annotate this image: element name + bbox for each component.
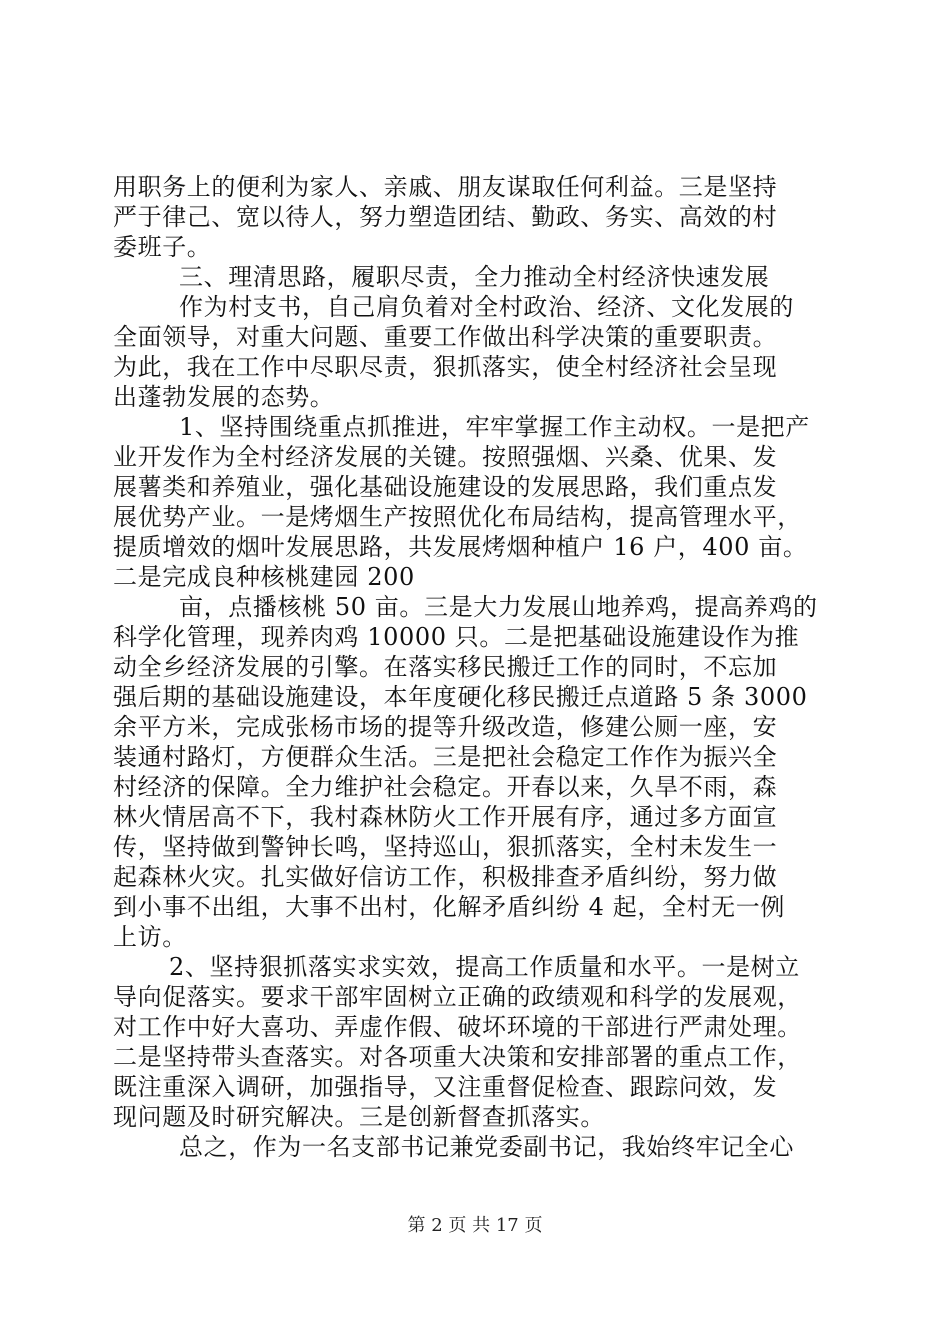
text-line: 村经济的保障。全力维护社会稳定。开春以来，久旱不雨，森 <box>113 773 778 801</box>
text-line: 提质增效的烟叶发展思路，共发展烤烟种植户 16 户，400 亩。 <box>113 533 808 561</box>
text-line: 二是坚持带头查落实。对各项重大决策和安排部署的重点工作， <box>113 1043 802 1071</box>
text-line: 动全乡经济发展的引擎。在落实移民搬迁工作的同时，不忘加 <box>113 653 778 681</box>
text-line: 业开发作为全村经济发展的关键。按照强烟、兴桑、优果、发 <box>113 443 778 471</box>
text-line: 为此，我在工作中尽职尽责，狠抓落实，使全村经济社会呈现 <box>113 353 778 381</box>
text-line: 亩，点播核桃 50 亩。三是大力发展山地养鸡，提高养鸡的 <box>179 593 818 621</box>
text-line: 起森林火灾。扎实做好信访工作，积极排查矛盾纠纷，努力做 <box>113 863 778 891</box>
text-line: 作为村支书，自己肩负着对全村政治、经济、文化发展的 <box>179 293 794 321</box>
text-line: 林火情居高不下，我村森林防火工作开展有序，通过多方面宣 <box>113 803 778 831</box>
text-line: 到小事不出组，大事不出村，化解矛盾纠纷 4 起，全村无一例 <box>113 893 785 921</box>
document-body <box>113 172 843 1162</box>
text-line: 二是完成良种核桃建园 200 <box>113 563 415 591</box>
page-number-footer: 第 2 页 共 17 页 <box>407 1215 543 1236</box>
text-line: 1、坚持围绕重点抓推进，牢牢掌握工作主动权。一是把产 <box>179 413 810 441</box>
text-line: 科学化管理，现养肉鸡 10000 只。二是把基础设施建设作为推 <box>113 623 800 651</box>
text-line: 对工作中好大喜功、弄虚作假、破坏环境的干部进行严肃处理。 <box>113 1013 802 1041</box>
text-line: 严于律己、宽以待人，努力塑造团结、勤政、务实、高效的村 <box>113 203 778 231</box>
text-line: 上访。 <box>113 923 187 951</box>
text-line: 全面领导，对重大问题、重要工作做出科学决策的重要职责。 <box>113 323 778 351</box>
text-line: 现问题及时研究解决。三是创新督查抓落实。 <box>113 1103 605 1131</box>
text-line: 总之，作为一名支部书记兼党委副书记，我始终牢记全心 <box>179 1133 794 1161</box>
text-line: 既注重深入调研，加强指导，又注重督促检查、跟踪问效，发 <box>113 1073 778 1101</box>
text-line: 余平方米，完成张杨市场的提等升级改造，修建公厕一座，安 <box>113 713 778 741</box>
text-line: 委班子。 <box>113 233 212 261</box>
section-heading: 三、理清思路，履职尽责，全力推动全村经济快速发展 <box>179 263 770 291</box>
text-line: 用职务上的便利为家人、亲戚、朋友谋取任何利益。三是坚持 <box>113 173 778 201</box>
text-line: 强后期的基础设施建设，本年度硬化移民搬迁点道路 5 条 3000 <box>113 683 808 711</box>
text-line: 导向促落实。要求干部牢固树立正确的政绩观和科学的发展观， <box>113 983 802 1011</box>
text-line: 装通村路灯，方便群众生活。三是把社会稳定工作作为振兴全 <box>113 743 778 771</box>
text-line: 2、坚持狠抓落实求实效，提高工作质量和水平。一是树立 <box>169 953 800 981</box>
text-line: 展薯类和养殖业，强化基础设施建设的发展思路，我们重点发 <box>113 473 778 501</box>
text-line: 传，坚持做到警钟长鸣，坚持巡山，狠抓落实，全村未发生一 <box>113 833 778 861</box>
text-line: 出蓬勃发展的态势。 <box>113 383 335 411</box>
text-line: 展优势产业。一是烤烟生产按照优化布局结构，提高管理水平， <box>113 503 802 531</box>
